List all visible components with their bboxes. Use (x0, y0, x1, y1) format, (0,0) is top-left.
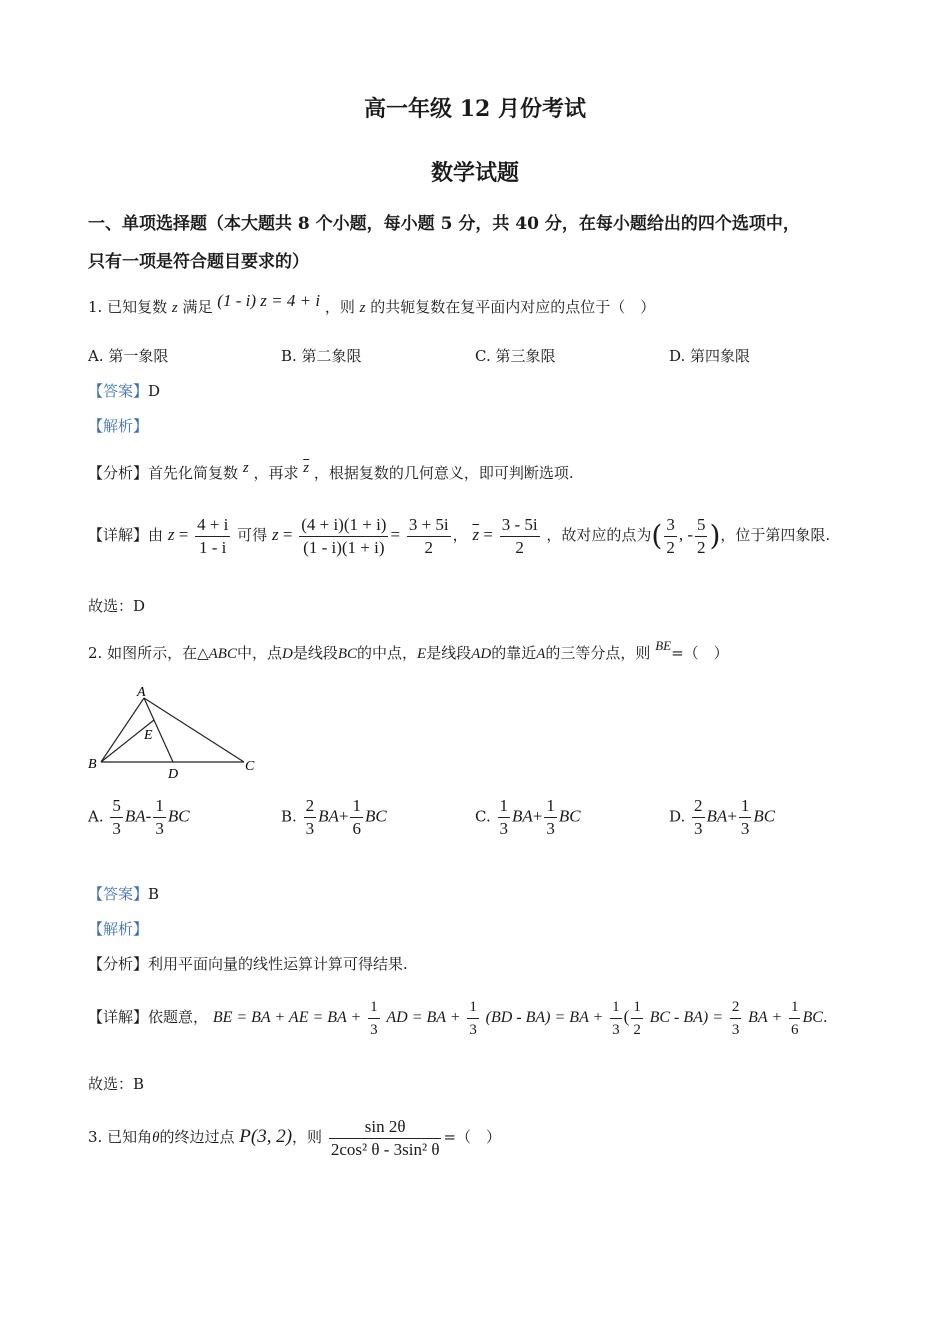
q2-label-d: D (168, 767, 179, 782)
q2-opt-c-c2d: 3 (546, 819, 555, 838)
q2-eq-frac2-num: 1 (467, 996, 479, 1019)
q2-opt-a-c2d: 3 (155, 819, 164, 838)
q2-opt-a-letter: A. (88, 807, 104, 826)
q2-eq-frac1-num: 1 (368, 996, 380, 1019)
q2-be-vector: BE (655, 638, 672, 653)
q2-label-b: B (88, 757, 97, 772)
q2-a: A (536, 646, 546, 662)
q2-analysis-tag: 【解析】 (88, 920, 149, 938)
q2-opt-c-c2n: 1 (544, 795, 557, 818)
q3-tail: =（ ） (443, 1128, 502, 1146)
q1-frac4-num: 3 - 5i (500, 514, 540, 537)
q1-var-z: z (171, 300, 178, 316)
q2-opt-c-c1d: 3 (499, 819, 508, 838)
q1-frac1-num: 4 + i (195, 514, 230, 537)
q2-opt-d-letter: D. (669, 807, 686, 826)
q1-detail-z: z (167, 525, 175, 544)
q2-text-g: 的三等分点，则 (545, 644, 651, 662)
q1-answer-tag: 【答案】 (88, 382, 149, 400)
q1-frac2 (299, 514, 388, 559)
q2-answer-tag: 【答案】 (88, 885, 149, 903)
q2-opt-b-c2d: 6 (352, 819, 361, 838)
q2-e: E (417, 646, 427, 662)
page-title: 高一年级 12 月份考试 (364, 96, 586, 122)
q1-analysis-tag: 【解析】 (88, 417, 149, 435)
q2-eq-part6: BC (802, 1009, 823, 1026)
q2-opt-b-v2: BC (364, 806, 387, 826)
q3-fraction-num: sin 2θ (329, 1116, 442, 1139)
q2-eq-frac3-num: 1 (610, 996, 622, 1019)
page-subtitle: 数学试题 (430, 160, 519, 186)
q2-opt-d-c2 (739, 795, 752, 840)
q2-eq-part1: BE = BA + AE = BA + (212, 1009, 362, 1026)
q1-frac4-den: 2 (515, 537, 524, 557)
q1-point-x-den: 2 (666, 537, 675, 557)
q2-opt-d-c2d: 3 (740, 819, 750, 838)
q2-eq-frac5-den: 3 (731, 1021, 740, 1038)
q1-option-b: B. 第二象限 (281, 347, 362, 365)
q1-detail-a: 由 (148, 526, 164, 544)
q2-opt-c-v1: BA (512, 806, 533, 826)
q1-fenxi-z: z (242, 460, 249, 476)
q2-eq-frac1-den: 3 (370, 1021, 378, 1038)
q1-detail-d: ，位于第四象限. (720, 526, 831, 544)
q1-frac4 (500, 514, 540, 559)
q2-detail: 【详解】依题意， BE = BA + AE = BA + $\frac{1}{3}$ AD = BA + $\frac{1}{3}$ (BD - BA) = BA + $\frac{1}{3}$ ( $\frac{1}{2}$ BC - BA) = $\frac{2}{3}$ BA + $\frac{1}{6}$ BC. (88, 992, 828, 1043)
q1-detail-z2: z (271, 525, 279, 544)
q1-answer (88, 380, 160, 401)
q2-label-e: E (144, 728, 153, 743)
q2-eq-frac1 (368, 996, 380, 1041)
q2-opt-d-v1: BA (706, 806, 728, 826)
q3-mid2: ，则 (292, 1128, 323, 1146)
q1-point-y (695, 514, 708, 559)
q2-choose: 故选：B (88, 1075, 145, 1093)
q2-opt-c-letter: C. (475, 807, 491, 826)
q2-eq-frac4-den: 2 (633, 1021, 641, 1038)
q1-choose: 故选：D (88, 597, 146, 615)
q3-fraction-den: 2cos² θ - 3sin² θ (330, 1139, 440, 1159)
q2-eq-frac3-den: 3 (612, 1021, 620, 1038)
q2-eq-frac4-num: 1 (631, 996, 643, 1019)
q1-detail-zbar: $\overline{z}$ (472, 525, 480, 544)
q2-fenxi (88, 953, 408, 974)
q2-opt-a-v1: BA (124, 806, 146, 826)
q2-opt-a-c1d: 3 (112, 819, 121, 838)
q2-opt-a-v2: BC (167, 806, 190, 826)
q2-eq-frac5-num: 2 (730, 996, 742, 1019)
q1-option-d: D. 第四象限 (669, 347, 751, 365)
q2-bc: BC (337, 646, 358, 662)
q1-frac3 (407, 514, 451, 559)
q2-opt-a-c1n: 5 (110, 795, 123, 818)
q2-text-a: 2. 如图所示，在△ (88, 644, 209, 662)
q1-point-x (664, 514, 677, 559)
q1-point-y-den: 2 (696, 537, 706, 557)
q2-fenxi-text: 利用平面向量的线性运算计算可得结果. (148, 955, 408, 973)
q2-text-c: 是线段 (292, 644, 338, 662)
q1-detail: 【详解】由 z = $\frac{4 + i}{1 - i}$ 可得 z = $\frac{(4 + i)(1 + i)}{(1 - i)(1 + i)}$ = $\frac{3 + 5i}{2}$ ， $\overline{z}$ = $\frac{3 - 5i}{2}$ ，故对应的点为( $\frac{3}{2}$ , - $\frac{5}{2}$ )，位于第四象限. (88, 514, 831, 557)
q2-eq-frac6 (789, 996, 801, 1041)
q2-opt-b-c2n: 1 (350, 795, 363, 818)
q2-eq-frac3 (610, 996, 622, 1041)
q2-opt-b-c1d: 3 (305, 819, 315, 838)
q3-theta: θ (152, 1130, 160, 1146)
q1-fenxi-tag: 【分析】 (88, 464, 149, 482)
q2-detail-a: 依题意， (148, 1008, 209, 1026)
q2-opt-c-c1 (498, 795, 511, 840)
q2-opt-c-v2: BC (558, 806, 581, 826)
q2-opt-b-c1 (304, 795, 317, 840)
section-heading-line1: 一、单项选择题（本大题共 8 个小题，每小题 5 分，共 40 分，在每小题给出的四个选项中， (88, 214, 800, 234)
q1-fenxi-b: ，再求 (253, 464, 299, 482)
q1-fenxi (88, 462, 574, 483)
q2-text-f: 的靠近 (491, 644, 537, 662)
q2-label-a: A (137, 685, 146, 700)
q2-eq-frac2 (467, 996, 479, 1041)
q2-opt-c-op: + (532, 806, 543, 826)
q1-point-x-num: 3 (664, 514, 677, 537)
q2-opt-d-c1d: 3 (694, 819, 703, 838)
q2-ad: AD (471, 646, 492, 662)
q2-answer-value: B (148, 885, 160, 903)
q2-opt-a-op: - (145, 806, 152, 826)
q3-point: P(3, 2) (239, 1126, 293, 1147)
q2-opt-b-letter: B. (281, 807, 297, 826)
q1-fenxi-c: ，根据复数的几何意义，即可判断选项. (313, 464, 574, 482)
q2-eq-frac4 (631, 996, 643, 1041)
q2-option-b (281, 795, 387, 840)
q2-text-b: 中，点 (236, 644, 282, 662)
q1-frac2-den: (1 - i)(1 + i) (303, 537, 385, 557)
q2-d: D (281, 646, 293, 662)
section-heading-line2: 只有一项是符合题目要求的） (88, 252, 309, 272)
q2-eq-part5: BA + (748, 1009, 783, 1026)
q1-detail-c: ，故对应的点为 (546, 526, 652, 544)
q2-opt-d-v2: BC (753, 806, 776, 826)
q1-frac2-num: (4 + i)(1 + i) (299, 514, 388, 537)
q1-fenxi-zbar: $\overline{z}$ (303, 460, 310, 476)
q1-equation: (1 - i) z = 4 + i (217, 291, 321, 310)
q2-label-c: C (245, 759, 255, 774)
q2-text-e: 是线段 (426, 644, 472, 662)
q2-eq-frac6-den: 6 (790, 1021, 799, 1038)
q1-option-c: C. 第三象限 (475, 347, 556, 365)
q2-eq-part3: (BD - BA) = BA + (485, 1009, 604, 1026)
q2-opt-a-c2 (153, 795, 166, 840)
q1-fenxi-a: 首先化简复数 (148, 464, 239, 482)
q1-detail-b: 可得 (237, 526, 268, 544)
q2-detail-tag: 【详解】 (88, 1008, 149, 1026)
q2-opt-d-op: + (727, 806, 737, 826)
q1-frac1 (195, 514, 230, 559)
q1-tail: 的共轭复数在复平面内对应的点位于（ ） (370, 298, 656, 316)
q1-mid2: ，则 (324, 298, 355, 316)
q2-triangle-figure (84, 682, 274, 782)
q3-prefix: 3. 已知角 (88, 1128, 153, 1146)
q1-answer-value: D (148, 382, 161, 400)
q2-opt-a-c2n: 1 (153, 795, 166, 818)
q2-fenxi-tag: 【分析】 (88, 955, 149, 973)
q2-option-c (475, 795, 581, 840)
q2-opt-c-c2 (544, 795, 557, 840)
q2-opt-a-c1 (110, 795, 123, 840)
q2-eq-frac6-num: 1 (789, 996, 801, 1019)
q1-frac3-den: 2 (424, 537, 433, 557)
q2-eq-frac5 (730, 996, 742, 1041)
q2-edge-ab (101, 698, 144, 762)
q3-stem (88, 1112, 501, 1163)
q1-detail-tag: 【详解】 (88, 526, 149, 544)
q2-eq-part2: AD = BA + (386, 1009, 461, 1026)
q2-opt-d-c1n: 2 (692, 795, 705, 818)
q1-prefix: 1. 已知复数 (88, 298, 168, 316)
q1-option-a: A. 第一象限 (88, 347, 169, 365)
q2-option-a (88, 795, 190, 840)
q1-frac3-num: 3 + 5i (407, 514, 451, 537)
q2-eq-part4: BC - BA) = (649, 1009, 724, 1026)
q2-opt-b-op: + (338, 806, 349, 826)
q2-eq-frac2-den: 3 (469, 1021, 477, 1038)
q2-opt-b-c1n: 2 (304, 795, 317, 818)
q2-opt-b-c2 (350, 795, 363, 840)
q2-abc: ABC (208, 646, 237, 662)
q2-stem (88, 638, 729, 663)
q3-mid: 的终边过点 (159, 1128, 235, 1146)
q1-point-y-num: 5 (695, 514, 708, 537)
q2-text-d: 的中点， (357, 644, 418, 662)
q1-stem (88, 291, 656, 317)
q1-var-z2: z (359, 300, 366, 316)
q2-opt-b-v1: BA (318, 806, 339, 826)
q2-opt-c-c1n: 1 (498, 795, 511, 818)
q2-text-h: =（ ） (671, 644, 729, 662)
q1-mid1: 满足 (182, 298, 213, 316)
q2-answer (88, 883, 159, 904)
q2-opt-d-c1 (692, 795, 705, 840)
q1-frac1-den: 1 - i (199, 537, 227, 557)
q3-fraction (329, 1116, 442, 1161)
q2-option-d (669, 795, 775, 840)
q2-opt-d-c2n: 1 (739, 795, 752, 818)
